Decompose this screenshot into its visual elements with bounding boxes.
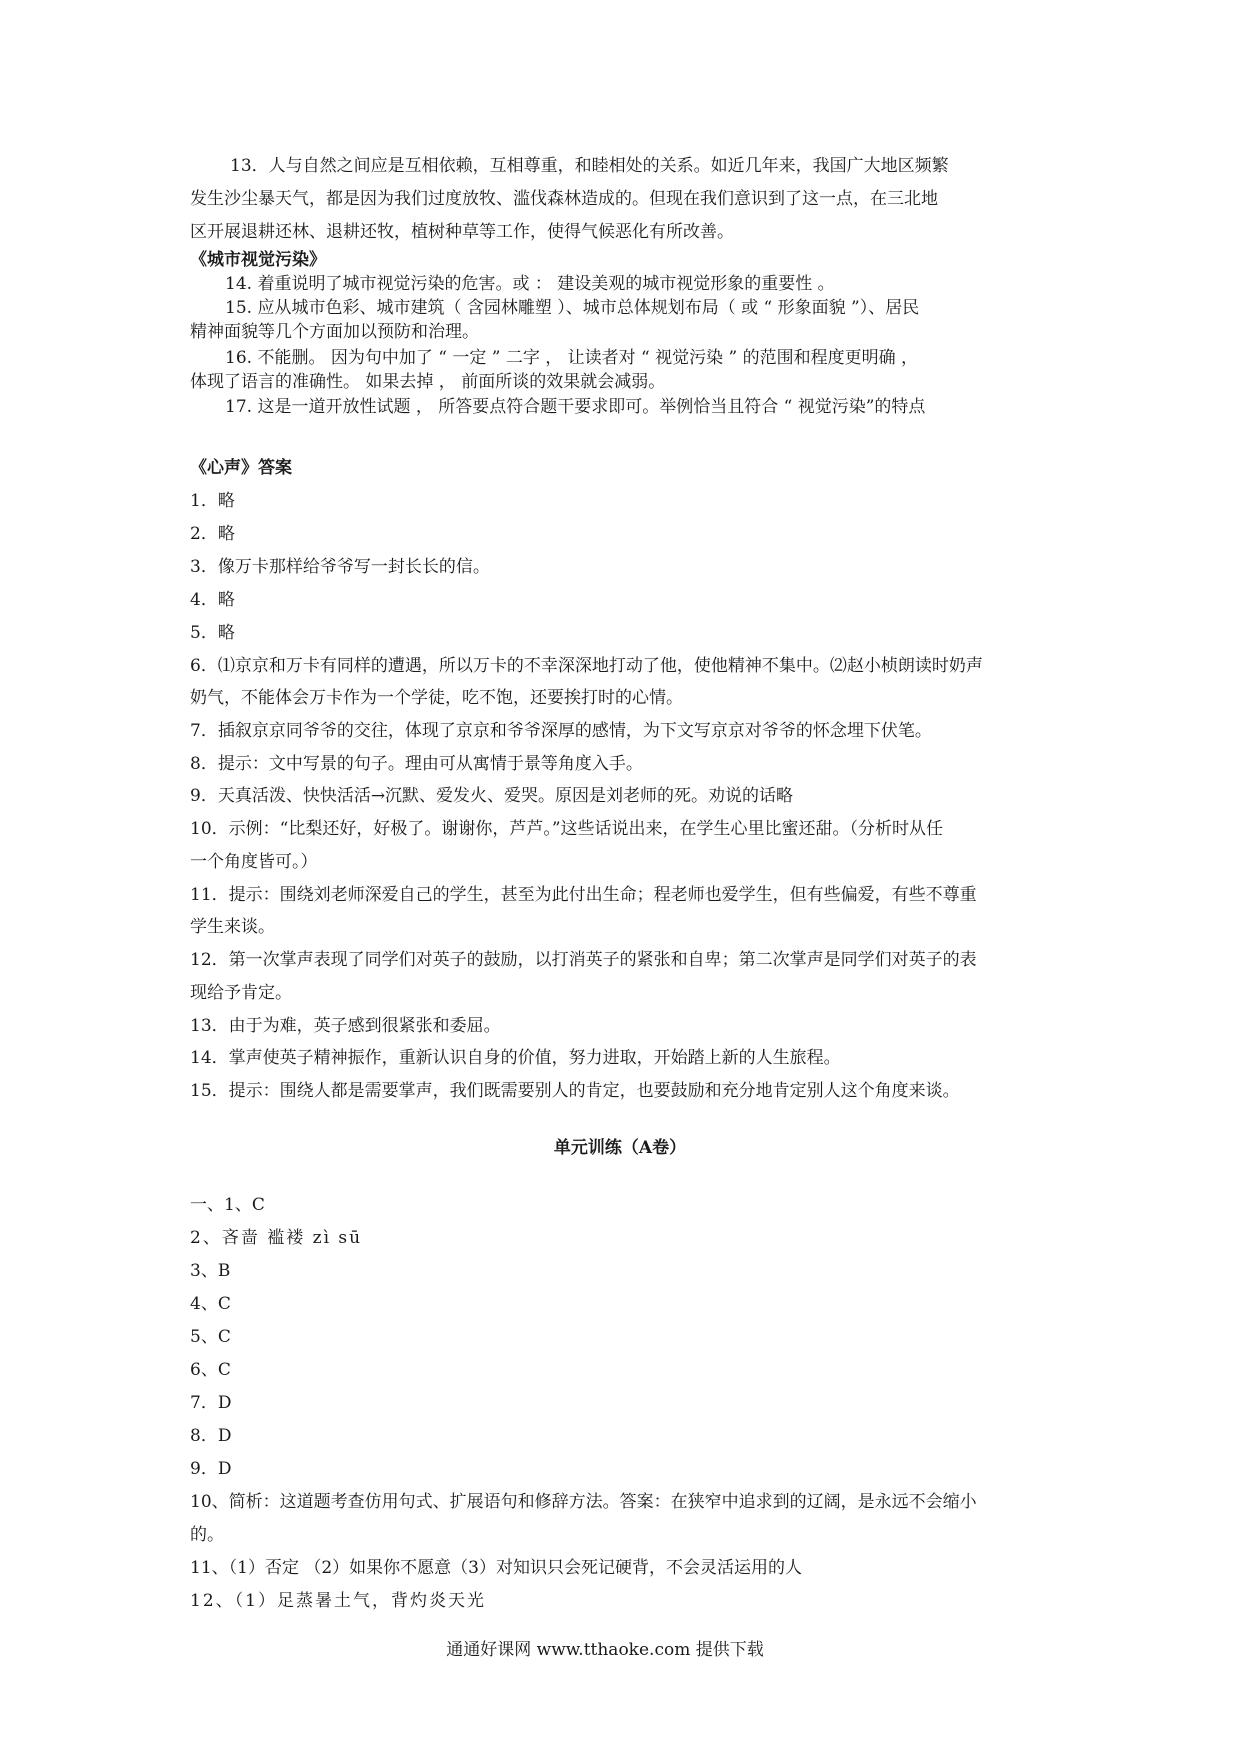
xinsheng-answer-6-line-2: 奶气，不能体会万卡作为一个学徒，吃不饱，还要挨打时的心情。	[190, 688, 683, 708]
xinsheng-answer-5: 5．略	[190, 623, 235, 643]
xinsheng-answer-12-line-1: 12．第一次掌声表现了同学们对英子的鼓励，以打消英子的紧张和自卑；第二次掌声是同学们对英子的表	[190, 950, 977, 970]
unit-answer-11: 11、（1）否定 （2）如果你不愿意（3）对知识只会死记硬背，不会灵活运用的人	[190, 1558, 802, 1578]
unit-answer-10-line-1: 10、简析：这道题考查仿用句式、扩展语句和修辞方法。答案：在狭窄中追求到的辽阔，是永远不会缩小	[190, 1492, 977, 1512]
city-pollution-heading: 《城市视觉污染》	[190, 250, 326, 270]
answer-13-line-3: 区开展退耕还林、退耕还牧，植树种草等工作，使得气候恶化有所改善。	[190, 222, 734, 242]
xinsheng-heading: 《心声》答案	[190, 458, 292, 478]
answer-13-line-1: 13．人与自然之间应是互相依赖，互相尊重，和睦相处的关系。如近几年来，我国广大地区频繁	[230, 156, 949, 176]
unit-training-heading: 单元训练（A卷）	[553, 1138, 687, 1158]
xinsheng-answer-14: 14．掌声使英子精神振作，重新认识自身的价值，努力进取，开始踏上新的人生旅程。	[190, 1048, 841, 1068]
xinsheng-answer-7: 7．插叙京京同爷爷的交往，体现了京京和爷爷深厚的感情，为下文写京京对爷爷的怀念埋下伏笔。	[190, 721, 932, 741]
unit-answer-12: 12、（1）足蒸暑土气，背灼炎天光	[190, 1591, 486, 1611]
xinsheng-answer-10-line-2: 一个角度皆可。）	[190, 852, 318, 872]
unit-answer-2: 2、吝啬 褴褛 zì sū	[190, 1228, 363, 1248]
xinsheng-answer-11-line-1: 11．提示：围绕刘老师深爱自己的学生，甚至为此付出生命；程老师也爱学生，但有些偏爱，有些不尊重	[190, 885, 977, 905]
city-answer-14: 14. 着重说明了城市视觉污染的危害。或 ： 建设美观的城市视觉形象的重要性 。	[225, 274, 835, 294]
xinsheng-answer-15: 15．提示：围绕人都是需要掌声，我们既需要别人的肯定，也要鼓励和充分地肯定别人这个角度来谈。	[190, 1081, 960, 1101]
xinsheng-answer-12-line-2: 现给予肯定。	[190, 983, 292, 1003]
xinsheng-answer-2: 2．略	[190, 524, 235, 544]
unit-answer-8: 8．D	[190, 1426, 232, 1446]
city-answer-16-line-1: 16. 不能删。 因为句中加了 “ 一定 ” 二字 ， 让读者对 “ 视觉污染 ” 的范围和程度更明确 ，	[225, 348, 919, 368]
answer-13-line-2: 发生沙尘暴天气，都是因为我们过度放牧、滥伐森林造成的。但现在我们意识到了这一点，在三北地	[190, 189, 938, 209]
xinsheng-answer-10-line-1: 10．示例：“比梨还好，好极了。谢谢你，芦芦。”这些话说出来，在学生心里比蜜还甜。（分析时从任	[190, 819, 944, 839]
unit-answer-10-line-2: 的。	[190, 1525, 224, 1545]
xinsheng-answer-1: 1．略	[190, 491, 235, 511]
unit-answer-5: 5、C	[190, 1327, 231, 1347]
unit-answer-9: 9．D	[190, 1459, 232, 1479]
xinsheng-answer-4: 4．略	[190, 590, 235, 610]
xinsheng-answer-11-line-2: 学生来谈。	[190, 917, 275, 937]
xinsheng-answer-3: 3．像万卡那样给爷爷写一封长长的信。	[190, 557, 490, 577]
city-answer-15-line-1: 15. 应从城市色彩、城市建筑（ 含园林雕塑 ）、城市总体规划布局（ 或 “ 形象面貌 ”）、居民	[225, 298, 920, 318]
unit-answer-1: 一、1、C	[190, 1195, 265, 1215]
xinsheng-answer-9: 9．天真活泼、快快活活→沉默、爱发火、爱哭。原因是刘老师的死。劝说的话略	[190, 786, 794, 806]
xinsheng-answer-6-line-1: 6．⑴京京和万卡有同样的遭遇，所以万卡的不幸深深地打动了他，使他精神不集中。⑵赵小桢朗读时奶声	[190, 656, 983, 676]
unit-answer-3: 3、B	[190, 1261, 231, 1281]
xinsheng-answer-8: 8．提示：文中写景的句子。理由可从寓情于景等角度入手。	[190, 754, 643, 774]
city-answer-17: 17. 这是一道开放性试题 ， 所答要点符合题干要求即可。举例恰当且符合 “ 视觉污染”的特点	[225, 397, 926, 417]
xinsheng-answer-13: 13．由于为难，英子感到很紧张和委屈。	[190, 1016, 501, 1036]
page-footer: 通通好课网 www.tthaoke.com 提供下载	[446, 1640, 764, 1660]
city-answer-15-line-2: 精神面貌等几个方面加以预防和治理。	[190, 322, 479, 342]
unit-answer-4: 4、C	[190, 1294, 231, 1314]
city-answer-16-line-2: 体现了语言的准确性。 如果去掉 ， 前面所谈的效果就会减弱。	[190, 372, 666, 392]
unit-answer-7: 7．D	[190, 1393, 232, 1413]
unit-answer-6: 6、C	[190, 1360, 231, 1380]
